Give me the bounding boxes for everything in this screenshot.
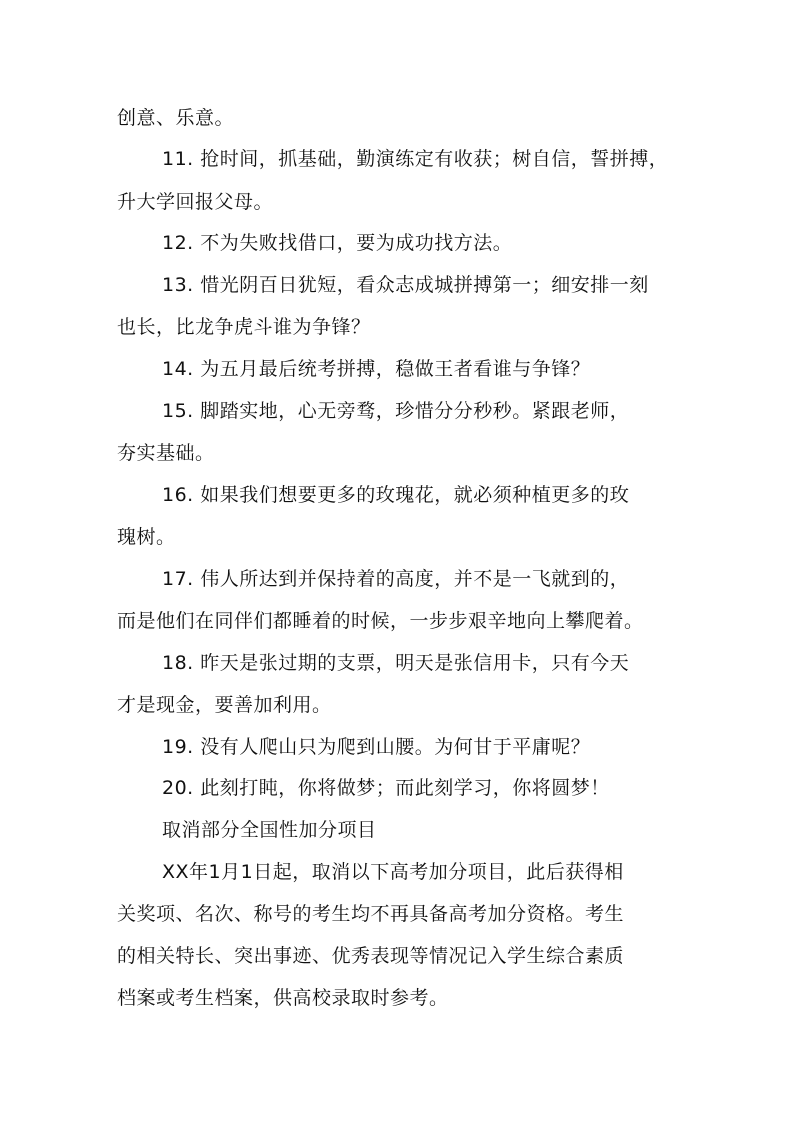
text-line: 瑰树。 xyxy=(117,526,176,548)
text-line: 创意、乐意。 xyxy=(117,107,235,129)
text-line: 16. 如果我们想要更多的玫瑰花，就必须种植更多的玫 xyxy=(162,484,630,506)
text-line: 也长，比龙争虎斗谁为争锋？ xyxy=(117,316,371,338)
text-line: 20. 此刻打盹，你将做梦；而此刻学习，你将圆梦！ xyxy=(162,777,610,799)
text-line: XX年1月1日起，取消以下高考加分项目，此后获得相 xyxy=(162,861,624,883)
text-line: 14. 为五月最后统考拼搏，稳做王者看谁与争锋？ xyxy=(162,358,591,380)
text-line: 的相关特长、突出事迹、优秀表现等情况记入学生综合素质 xyxy=(117,945,625,967)
text-line: 才是现金，要善加利用。 xyxy=(117,694,332,716)
text-line: 11. 抢时间，抓基础，勤演练定有收获；树自信，誓拼搏， xyxy=(162,148,669,170)
text-line: 15. 脚踏实地，心无旁骛，珍惜分分秒秒。紧跟老师， xyxy=(162,400,630,422)
text-line: 13. 惜光阴百日犹短，看众志成城拼搏第一；细安排一刻 xyxy=(162,274,649,296)
text-line: 18. 昨天是张过期的支票，明天是张信用卡，只有今天 xyxy=(162,652,630,674)
text-line: 夯实基础。 xyxy=(117,442,215,464)
text-line: 关奖项、名次、称号的考生均不再具备高考加分资格。考生 xyxy=(117,903,625,925)
text-line: 而是他们在同伴们都睡着的时候，一步步艰辛地向上攀爬着。 xyxy=(117,610,644,632)
section-heading: 取消部分全国性加分项目 xyxy=(162,819,377,841)
text-line: 12. 不为失败找借口，要为成功找方法。 xyxy=(162,232,513,254)
text-line: 19. 没有人爬山只为爬到山腰。为何甘于平庸呢？ xyxy=(162,736,591,758)
text-line: 档案或考生档案，供高校录取时参考。 xyxy=(117,987,449,1009)
text-line: 升大学回报父母。 xyxy=(117,191,274,213)
text-line: 17. 伟人所达到并保持着的高度，并不是一飞就到的， xyxy=(162,568,630,590)
